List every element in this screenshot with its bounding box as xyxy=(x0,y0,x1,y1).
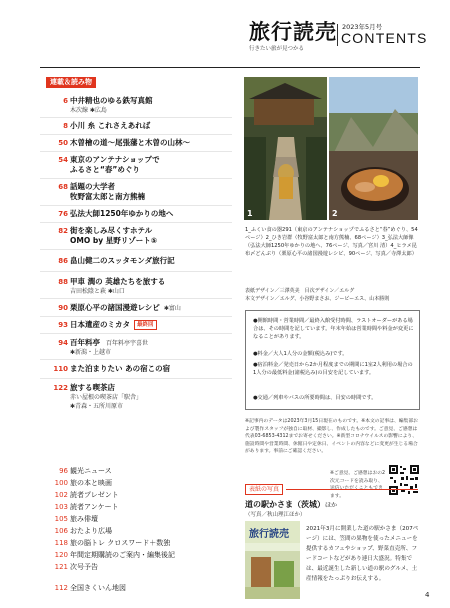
divider xyxy=(40,333,232,334)
cover-title xyxy=(245,499,337,510)
cover-rule xyxy=(286,489,418,490)
toc-page-number: 110 xyxy=(53,365,68,373)
temple-monk-photo xyxy=(244,77,327,220)
cover-title-suffix: ほか xyxy=(325,502,338,509)
photo-number: 2 xyxy=(332,209,338,218)
toc-title-line2: OMO by 星野リゾート⑤ xyxy=(70,236,158,245)
toc-title-text: 栗原心平の諸国漫遊レシピ xyxy=(70,303,160,312)
divider xyxy=(40,178,232,179)
toc-title-line2: 牧野富太郎と南方熊楠 xyxy=(70,192,145,201)
photo-number: 1 xyxy=(247,209,253,218)
toc-title-line2: ふるさと“春”めぐり xyxy=(70,165,140,174)
divider xyxy=(40,151,232,152)
toc-title: 旅する喫茶店 xyxy=(70,383,115,392)
toc-page-number: 100 xyxy=(54,479,68,487)
cover-thumbnail[interactable] xyxy=(245,521,300,599)
magazine-brand xyxy=(249,20,337,52)
toc-title: 中井精也のゆる鉄写真館 xyxy=(70,96,153,105)
toc-page-number: 86 xyxy=(58,257,68,265)
toc-page-number: 93 xyxy=(58,321,68,329)
brand-tagline: 行きたい旅が見つかる xyxy=(249,46,305,52)
cover-title-main: 道の駅かさま（茨城） xyxy=(245,500,325,509)
cover-credit: （写真／秋山理江ほか） xyxy=(245,512,306,518)
toc-page-number: 54 xyxy=(58,156,68,164)
toc-page-number: 112 xyxy=(54,584,68,592)
page-number: 4 xyxy=(425,591,430,599)
toc-page-number: 6 xyxy=(63,97,68,105)
toc-page-number: 118 xyxy=(54,539,68,547)
design-credits xyxy=(245,287,420,303)
toc-page-number: 8 xyxy=(63,122,68,130)
toc-page-number: 88 xyxy=(58,278,68,286)
temple-monk-image xyxy=(244,77,327,220)
info-item: ●開館時間・営業時間／最終入館受付時間、ラストオーダーがある場合は、その時間を記しています。年末年始は営業時間や料金が変更になることがあります。 xyxy=(253,318,414,340)
toc-page-number: 90 xyxy=(58,304,68,312)
toc-title: 読者プレゼント xyxy=(70,491,119,499)
qr-code-icon[interactable] xyxy=(388,464,420,496)
toc-title-extra: 百年料亭宇喜世 xyxy=(106,340,149,347)
toc-title: 旅み俳壇 xyxy=(70,515,98,523)
divider xyxy=(40,271,232,272)
toc-title: 弘法大師1250年ゆかりの地へ xyxy=(70,209,174,218)
divider xyxy=(40,222,232,223)
brand-title: 旅行読売 xyxy=(249,19,337,44)
toc-page-number: 105 xyxy=(54,515,68,523)
toc-title xyxy=(70,320,157,330)
toc-title: 旅の本と映画 xyxy=(70,479,112,487)
info-item: ●交通／列車やバスの所要時間は、目安の時間です。 xyxy=(253,395,377,401)
toc-title-text: 百年料亭 xyxy=(70,338,100,347)
toc-page-number: 121 xyxy=(54,563,68,571)
toc-title: 年間定期購読のご案内・編集後記 xyxy=(70,551,175,559)
toc-page-number: 106 xyxy=(54,527,68,535)
location-label: ✱富山 xyxy=(163,305,181,312)
toc-title: 東京のアンテナショップで xyxy=(70,155,160,164)
toc-title: 街を楽しみ尽くすホテル xyxy=(70,226,153,235)
toc-page-number: 103 xyxy=(54,503,68,511)
toc-subtitle: 吉田松陰と萩 ✱山口 xyxy=(70,288,125,295)
final-episode-badge: 最終回 xyxy=(134,320,157,330)
cover-section-tag: 表紙の写真 xyxy=(245,484,283,495)
photo-caption: 1_ふくい食の器291（東京のアンテナショップでふるさと“春”めぐり、54ページ）2_ひき岩群（牧野富太郎と南方熊楠、68ページ）3_弘法大師像（弘法大師1250年ゆかりの地へ、76ページ、写真／宮川 清）4_ヒラメ昆布〆どんぶり（栗原心平の諸国漫遊レシピ、90ページ、写真／寺澤太郎） xyxy=(245,227,418,257)
toc-title: また泊まりたい あの宿この宿 xyxy=(70,364,171,373)
toc-title: 木曽檜の道～尾張藩と木曽の山林～ xyxy=(70,138,190,147)
divider xyxy=(40,249,232,250)
credit-line: 本文デザイン／エルグ、小谷野まさお、ジービーエス、山本勝則 xyxy=(245,296,390,302)
header-rule xyxy=(40,67,420,68)
toc-subtitle: 木次線 ✱広島 xyxy=(70,107,107,114)
header-divider xyxy=(337,24,338,46)
landscape-food-photo xyxy=(329,77,418,220)
toc-page-number: 94 xyxy=(58,339,68,347)
divider xyxy=(40,359,232,360)
divider xyxy=(40,298,232,299)
toc-title-text: 日本遺産のミカタ xyxy=(70,320,130,329)
contents-heading: CONTENTS xyxy=(341,30,428,46)
info-item: ●宿泊料金／発売日から2か月程度までの期間に1室2人利用の場合の1人分の最低料金(諸税込み)の目安を記しています。 xyxy=(253,362,413,376)
toc-page-number: 50 xyxy=(58,139,68,147)
toc-title: 全国きくいん地図 xyxy=(70,584,126,592)
toc-subtitle: ✱新潟・上越市 xyxy=(70,349,112,356)
divider xyxy=(40,134,232,135)
toc-title: 旅の脳トレ クロスワード＋数独 xyxy=(70,539,171,547)
divider xyxy=(40,117,232,118)
toc-page-number: 102 xyxy=(54,491,68,499)
toc-title: 畠山健二のスッタモンダ旅行記 xyxy=(70,256,175,265)
toc-title: 話題の大学者 xyxy=(70,182,115,191)
toc-page-number: 68 xyxy=(58,183,68,191)
info-box xyxy=(245,310,420,410)
toc-page-number: 82 xyxy=(58,227,68,235)
toc-title: おたより広場 xyxy=(70,527,112,535)
disclaimer-text: ※記事内のデータは2023年3月15日現在のものです。※本文の記事は、編集部および製作スタッフが独自に取材、撮影し、作成したものです。ご意見、ご感想は代表03-6853-4312までお寄せください。※新型コロナウイルスの影響により、施設時間や営業時間、休館日や定休日、イベントの内容などに変更が生じる場合があります。事前にご確認ください。 xyxy=(245,419,418,454)
divider xyxy=(40,316,232,317)
toc-title: 観光ニュース xyxy=(70,467,112,475)
toc-title: 読者アンケート xyxy=(70,503,119,511)
info-item: ●料金／大人1人分の金額(税込み)です。 xyxy=(253,351,348,357)
toc-title: 甲車 潤の 英雄たちを旅する xyxy=(70,277,166,286)
toc-location: ✱青森・五所川原市 xyxy=(70,403,124,410)
cover-description: 2021年3月に開業した道の駅かさま（207ページ）には、笠間の果物を使ったメニューを提供するカフェやショップ、野菜直売所、フードコートなどがあり連日大盛況。特集では、最近誕生した新しい道の駅のグルメ、土産情報をたっぷりお伝えする。 xyxy=(306,526,419,582)
toc-page-number: 120 xyxy=(54,551,68,559)
toc-title: 次号予告 xyxy=(70,563,98,571)
toc-title: 小川 糸 これさえあれば xyxy=(70,121,151,130)
thumb-brand: 旅行読売 xyxy=(249,529,289,540)
toc-page-number: 96 xyxy=(59,467,68,475)
landscape-food-image xyxy=(329,77,418,220)
section-tag: 連載＆読み物 xyxy=(46,77,96,88)
toc-page-number: 76 xyxy=(58,210,68,218)
divider xyxy=(40,378,232,379)
toc-page-number: 122 xyxy=(53,384,68,392)
credit-line: 表紙デザイン／三澤英美 目次デザイン／エルグ xyxy=(245,288,355,294)
toc-title xyxy=(70,303,181,314)
issue-label: 2023年5月号 xyxy=(342,23,383,31)
toc-subtitle: 赤い屋根の喫茶店「駅舎」 xyxy=(70,394,143,401)
qr-note: ※ご意見、ご感想はおの2次元コードを読み取り、送信いただくこともできます。 xyxy=(330,471,386,499)
divider xyxy=(40,205,232,206)
